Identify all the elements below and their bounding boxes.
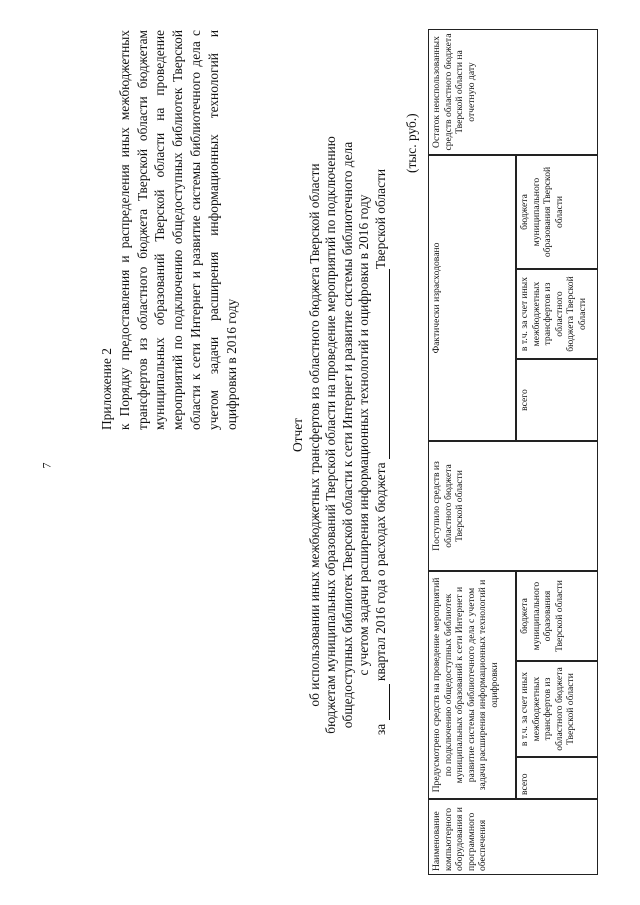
report-period-line bbox=[373, 135, 390, 735]
spent-transfers-header: в т.ч. за счет иных межбюджетных трансфертов из областного бюджета Тверской области bbox=[516, 269, 598, 359]
spent-municipal-header: бюджета муниципального образования Тверской области bbox=[516, 155, 598, 269]
planned-municipal-header: бюджета муниципального образования Тверской области bbox=[516, 571, 598, 661]
report-heading: Отчет bbox=[290, 417, 305, 453]
appendix-block bbox=[98, 30, 240, 430]
quarter-blank bbox=[377, 684, 390, 720]
planned-header: Предусмотрено средств на проведение мероприятий по подключению общедоступных библиотек муниципальных образований к сети Интернет и развитие системы библиотечного дела с учетом задачи расширения информационных технологий и оцифровки bbox=[428, 571, 516, 799]
report-title-block bbox=[290, 135, 390, 735]
spent-header: Фактически израсходовано bbox=[428, 155, 516, 441]
period-prefix: за bbox=[372, 723, 388, 735]
report-line-1: об использовании иных межбюджетных трансфертов из областного бюджета Тверской области bbox=[306, 163, 322, 707]
appendix-text: к Порядку предоставления и распределения иных межбюджетных трансфертов из областного бюджета Тверской области бюджетам муниципальных образований Тверской области на проведение мероприятий по подключению общедоступных библиотек Тверской области к сети Интернет и развитие системы библиотечного дела с учетом задачи расширения информационных технологий и оцифровки в 2016 году bbox=[116, 30, 239, 430]
received-header: Поступило средств из областного бюджета Тверской области bbox=[428, 441, 598, 571]
appendix-title: Приложение 2 bbox=[99, 348, 114, 430]
period-middle: квартал 2016 года о расходах бюджета bbox=[372, 462, 388, 682]
municipality-blank bbox=[377, 269, 390, 459]
page-number: 7 bbox=[39, 462, 54, 469]
balance-header: Остаток неиспользованных средств областного бюджета Тверской области на отчетную дату bbox=[428, 29, 598, 155]
spent-total-header: всего bbox=[516, 359, 598, 441]
report-line-2: бюджетам муниципальных образований Тверской области на проведение мероприятий по подключению bbox=[323, 136, 339, 734]
region-name: Тверской области bbox=[372, 168, 388, 270]
report-line-4: с учетом задачи расширения информационных технологий и оцифровки в 2016 году bbox=[356, 194, 372, 676]
col-name-header: Наименование компьютерного оборудования и программного обеспечения bbox=[428, 799, 598, 875]
report-table bbox=[428, 15, 598, 875]
units-label: (тыс. руб.) bbox=[404, 113, 419, 173]
planned-total-header: всего bbox=[516, 757, 598, 799]
planned-transfers-header: в т.ч. за счет иных межбюджетных трансфертов из областного бюджета Тверской области bbox=[516, 661, 598, 757]
report-line-3: общедоступных библиотек Тверской области к сети Интернет и развитие системы библиотечного дела bbox=[339, 141, 355, 729]
